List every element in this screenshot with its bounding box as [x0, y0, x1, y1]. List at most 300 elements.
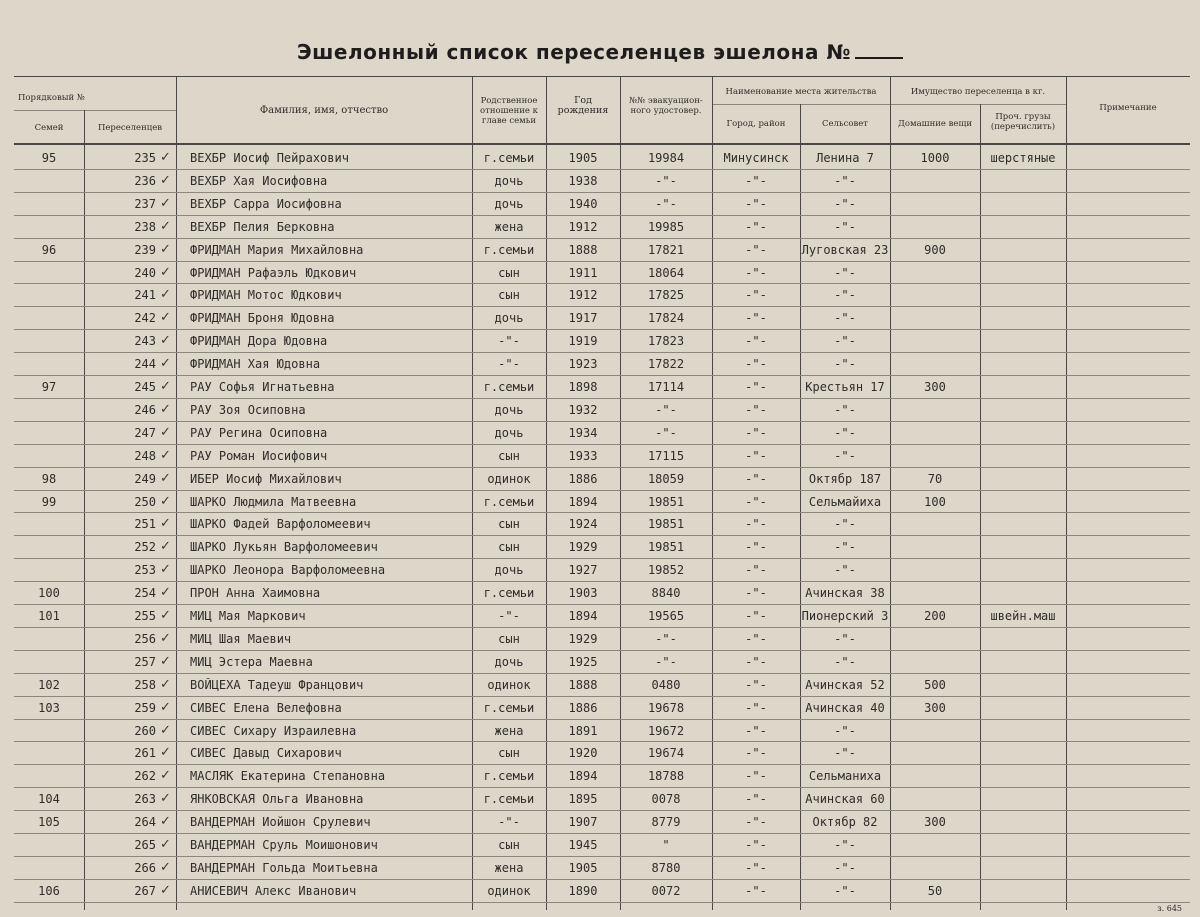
full-name: ФРИДМАН Хая Юдовна — [190, 357, 321, 372]
full-name: ФРИДМАН Мотос Юдкович — [190, 288, 342, 303]
city: -"- — [745, 494, 767, 509]
title-blank-line — [855, 56, 903, 59]
evac-certificate: 19852 — [647, 563, 685, 578]
settler-number: 246 — [134, 402, 156, 417]
birth-year: 1905 — [568, 860, 598, 875]
relation: -"- — [498, 609, 520, 623]
birth-year: 1891 — [568, 723, 598, 738]
village-council: -"- — [834, 631, 856, 646]
evac-certificate: 18064 — [647, 265, 685, 280]
city: -"- — [745, 425, 767, 440]
city: -"- — [745, 631, 767, 646]
evac-certificate: -"- — [655, 173, 677, 188]
full-name: ИБЕР Иосиф Михайлович — [190, 471, 342, 486]
row-rule — [14, 627, 1190, 628]
city: -"- — [745, 517, 767, 532]
city: -"- — [745, 219, 767, 234]
document-title — [0, 40, 1200, 64]
evac-certificate: 19851 — [647, 540, 685, 555]
checkmark-icon: ✓ — [160, 859, 171, 875]
family-number: 100 — [38, 586, 60, 601]
city: -"- — [745, 540, 767, 555]
relation: -"- — [498, 334, 520, 349]
city: -"- — [745, 380, 767, 394]
family-number: 106 — [38, 883, 60, 898]
header-families: Семей — [34, 123, 64, 133]
birth-year: 1903 — [568, 586, 598, 601]
relation: сын — [498, 746, 520, 761]
checkmark-icon: ✓ — [160, 447, 171, 463]
header-city: Город, район — [726, 119, 786, 129]
title-text: Эшелонный список переселенцев эшелона № — [296, 40, 851, 64]
birth-year: 1924 — [568, 517, 598, 532]
relation: г.семьи — [483, 700, 535, 715]
city: -"- — [745, 357, 767, 372]
header-remarks: Примечание — [1099, 103, 1157, 113]
relation: дочь — [494, 425, 524, 440]
evac-certificate: -"- — [655, 631, 677, 646]
city: -"- — [745, 563, 767, 578]
row-rule — [14, 352, 1190, 353]
checkmark-icon: ✓ — [160, 516, 171, 532]
family-number: 104 — [38, 792, 60, 807]
row-rule — [14, 741, 1190, 742]
settler-number: 260 — [134, 723, 156, 738]
birth-year: 1929 — [568, 540, 598, 555]
settler-number: 249 — [134, 471, 156, 486]
header-village-council: Сельсовет — [822, 119, 868, 129]
village-council: Луговская 23 — [801, 242, 889, 257]
relation: дочь — [494, 173, 524, 188]
settler-number: 248 — [134, 448, 156, 463]
other-cargo: швейн.маш — [990, 609, 1056, 623]
evac-certificate: 19984 — [647, 151, 685, 165]
ordinal-split-rule — [14, 110, 176, 111]
relation: -"- — [498, 815, 520, 830]
settler-number: 261 — [134, 746, 156, 761]
row-rule — [14, 329, 1190, 330]
row-rule — [14, 283, 1190, 284]
village-council: Октябр 187 — [808, 471, 882, 486]
evac-certificate: 17825 — [647, 288, 685, 303]
family-number: 102 — [38, 677, 60, 692]
relation: г.семьи — [483, 769, 535, 784]
evac-certificate: 19565 — [647, 609, 685, 623]
household-goods: 900 — [924, 242, 946, 257]
property-split-rule — [890, 104, 1066, 105]
checkmark-icon: ✓ — [160, 379, 171, 394]
row-rule — [14, 719, 1190, 720]
settler-number: 250 — [134, 494, 156, 509]
checkmark-icon: ✓ — [160, 287, 171, 303]
village-council: -"- — [834, 265, 856, 280]
birth-year: 1888 — [568, 677, 598, 692]
relation: дочь — [494, 311, 524, 326]
checkmark-icon: ✓ — [160, 791, 171, 807]
city: -"- — [745, 860, 767, 875]
full-name: РАУ Софья Игнатьевна — [190, 380, 335, 394]
full-name: СИВЕС Елена Велефовна — [190, 700, 342, 715]
village-council: Ачинская 38 — [805, 586, 885, 601]
checkmark-icon: ✓ — [160, 630, 171, 646]
birth-year: 1920 — [568, 746, 598, 761]
checkmark-icon: ✓ — [160, 722, 171, 738]
checkmark-icon: ✓ — [160, 195, 171, 211]
checkmark-icon: ✓ — [160, 608, 171, 623]
full-name: ЯНКОВСКАЯ Ольга Ивановна — [190, 792, 364, 807]
birth-year: 1905 — [568, 151, 598, 165]
checkmark-icon: ✓ — [160, 172, 171, 188]
full-name: ШАРКО Лукьян Варфоломеевич — [190, 540, 378, 555]
evac-certificate: -"- — [655, 402, 677, 417]
birth-year: 1898 — [568, 380, 598, 394]
evac-certificate: 18788 — [647, 769, 685, 784]
evac-certificate: 18059 — [647, 471, 685, 486]
full-name: ШАРКО Людмила Матвеевна — [190, 494, 357, 509]
row-rule — [14, 902, 1190, 903]
household-goods: 300 — [924, 700, 946, 715]
family-number: 99 — [41, 494, 57, 509]
full-name: МИЦ Мая Маркович — [190, 609, 306, 623]
relation: г.семьи — [483, 242, 535, 257]
full-name: ВОЙЦЕХА Тадеуш Францович — [190, 677, 364, 692]
col-rule-9 — [980, 104, 981, 910]
village-council: -"- — [834, 219, 856, 234]
row-rule — [14, 169, 1190, 170]
city: -"- — [745, 609, 767, 623]
village-council: Ачинская 52 — [805, 677, 885, 692]
evac-certificate: 17822 — [647, 357, 685, 372]
full-name: ФРИДМАН Броня Юдовна — [190, 311, 335, 326]
checkmark-icon: ✓ — [160, 585, 171, 601]
evac-certificate: 17821 — [647, 242, 685, 257]
full-name: ВАНДЕРМАН Сруль Моишонович — [190, 838, 378, 852]
row-rule — [14, 764, 1190, 765]
birth-year: 1912 — [568, 219, 598, 234]
evac-certificate: 8840 — [651, 586, 681, 601]
relation: сын — [498, 265, 520, 280]
row-rule — [14, 238, 1190, 239]
birth-year: 1888 — [568, 242, 598, 257]
relation: дочь — [494, 563, 524, 578]
city: -"- — [745, 700, 767, 715]
city: -"- — [745, 334, 767, 349]
full-name: СИВЕС Давыд Сихарович — [190, 746, 342, 761]
settler-number: 262 — [134, 769, 156, 784]
settler-number: 238 — [134, 219, 156, 234]
full-name: ВЕХБР Иосиф Пейрахович — [190, 151, 349, 165]
relation: жена — [494, 723, 524, 738]
birth-year: 1940 — [568, 196, 598, 211]
header-relation: Родственное отношение к главе семьи — [480, 96, 538, 126]
checkmark-icon: ✓ — [160, 264, 171, 280]
evac-certificate: 8780 — [651, 860, 681, 875]
row-rule — [14, 581, 1190, 582]
village-council: Ачинская 40 — [805, 700, 885, 715]
city: -"- — [745, 746, 767, 761]
row-rule — [14, 833, 1190, 834]
village-council: -"- — [834, 311, 856, 326]
birth-year: 1911 — [568, 265, 598, 280]
full-name: ВЕХБР Хая Иосифовна — [190, 173, 328, 188]
city: -"- — [745, 677, 767, 692]
family-number: 97 — [41, 380, 57, 394]
full-name: ФРИДМАН Дора Юдовна — [190, 334, 328, 349]
row-rule — [14, 215, 1190, 216]
birth-year: 1933 — [568, 448, 598, 463]
checkmark-icon: ✓ — [160, 653, 171, 669]
full-name: МИЦ Эстера Маевна — [190, 654, 313, 669]
full-name: ВАНДЕРМАН Гольда Моитьевна — [190, 860, 378, 875]
village-council: -"- — [834, 448, 856, 463]
relation: г.семьи — [483, 586, 535, 601]
birth-year: 1945 — [568, 838, 598, 852]
household-goods: 200 — [924, 609, 946, 623]
settler-number: 255 — [134, 609, 156, 623]
village-council: Пионерский 3 — [801, 609, 889, 623]
relation: сын — [498, 517, 520, 532]
relation: сын — [498, 288, 520, 303]
family-number: 96 — [41, 242, 57, 257]
city: -"- — [745, 654, 767, 669]
header-household: Домашние вещи — [897, 119, 973, 129]
full-name: РАУ Роман Иосифович — [190, 448, 328, 463]
checkmark-icon: ✓ — [160, 539, 171, 555]
birth-year: 1917 — [568, 311, 598, 326]
row-rule — [14, 192, 1190, 193]
evac-certificate: 17824 — [647, 311, 685, 326]
row-rule — [14, 444, 1190, 445]
relation: г.семьи — [483, 380, 535, 394]
evac-certificate: 19851 — [647, 494, 685, 509]
village-council: Сельмайиха — [808, 494, 882, 509]
evac-certificate: -"- — [655, 196, 677, 211]
checkmark-icon: ✓ — [160, 882, 171, 898]
village-council: -"- — [834, 883, 856, 898]
birth-year: 1925 — [568, 654, 598, 669]
full-name: ШАРКО Леонора Варфоломеевна — [190, 563, 386, 578]
settler-number: 243 — [134, 334, 156, 349]
checkmark-icon: ✓ — [160, 676, 171, 692]
city: -"- — [745, 448, 767, 463]
village-council: -"- — [834, 838, 856, 852]
settler-number: 244 — [134, 357, 156, 372]
full-name: СИВЕС Сихару Израилевна — [190, 723, 357, 738]
city: -"- — [745, 883, 767, 898]
row-rule — [14, 604, 1190, 605]
city: -"- — [745, 288, 767, 303]
settler-number: 241 — [134, 288, 156, 303]
settler-number: 263 — [134, 792, 156, 807]
relation: одинок — [487, 471, 531, 486]
settler-number: 240 — [134, 265, 156, 280]
settler-number: 245 — [134, 380, 156, 394]
checkmark-icon: ✓ — [160, 424, 171, 440]
col-rule-8 — [890, 76, 891, 910]
evac-certificate: 19674 — [647, 746, 685, 761]
city: -"- — [745, 792, 767, 807]
city: -"- — [745, 196, 767, 211]
village-council: Октябр 82 — [812, 815, 878, 830]
family-number: 95 — [41, 151, 57, 165]
relation: дочь — [494, 654, 524, 669]
household-goods: 300 — [924, 815, 946, 830]
village-council: -"- — [834, 723, 856, 738]
evac-certificate: 0072 — [651, 883, 681, 898]
relation: -"- — [498, 357, 520, 372]
village-council: Ачинская 60 — [805, 792, 885, 807]
settler-number: 254 — [134, 586, 156, 601]
city: -"- — [745, 723, 767, 738]
settler-number: 251 — [134, 517, 156, 532]
village-council: -"- — [834, 425, 856, 440]
city: -"- — [745, 173, 767, 188]
birth-year: 1886 — [568, 471, 598, 486]
row-rule — [14, 398, 1190, 399]
header-name: Фамилия, имя, отчество — [259, 105, 389, 116]
checkmark-icon: ✓ — [160, 562, 171, 578]
evac-certificate: 17823 — [647, 334, 685, 349]
header-bottom-rule — [14, 143, 1190, 145]
settler-number: 256 — [134, 631, 156, 646]
full-name: ПРОН Анна Хаимовна — [190, 586, 321, 601]
birth-year: 1932 — [568, 402, 598, 417]
relation: сын — [498, 448, 520, 463]
family-number: 105 — [38, 815, 60, 830]
family-number: 98 — [41, 471, 57, 486]
household-goods: 300 — [924, 380, 946, 394]
birth-year: 1890 — [568, 883, 598, 898]
row-rule — [14, 467, 1190, 468]
row-rule — [14, 787, 1190, 788]
settler-number: 257 — [134, 654, 156, 669]
birth-year: 1894 — [568, 769, 598, 784]
row-rule — [14, 856, 1190, 857]
row-rule — [14, 673, 1190, 674]
settler-number: 237 — [134, 196, 156, 211]
household-goods: 100 — [924, 494, 946, 509]
evac-certificate: 17115 — [647, 448, 685, 463]
relation: г.семьи — [483, 494, 535, 509]
evac-certificate: 19678 — [647, 700, 685, 715]
full-name: ШАРКО Фадей Варфоломеевич — [190, 517, 371, 532]
village-council: -"- — [834, 196, 856, 211]
checkmark-icon: ✓ — [160, 356, 171, 372]
checkmark-icon: ✓ — [160, 814, 171, 830]
checkmark-icon: ✓ — [160, 150, 171, 165]
header-property: Имущество переселенца в кг. — [910, 87, 1046, 97]
header-settlers: Переселенцев — [97, 123, 163, 133]
evac-certificate: -"- — [655, 425, 677, 440]
city: -"- — [745, 838, 767, 852]
header-evac-no: №№ эвакуацион- ного удостовер. — [629, 96, 703, 116]
row-rule — [14, 558, 1190, 559]
row-rule — [14, 512, 1190, 513]
form-number: з. 645 — [1157, 904, 1182, 913]
header-residence: Наименование места жительства — [725, 87, 877, 97]
row-rule — [14, 421, 1190, 422]
full-name: ФРИДМАН Рафаэль Юдкович — [190, 265, 357, 280]
header-ordinal: Порядковый № — [18, 93, 85, 103]
relation: дочь — [494, 196, 524, 211]
checkmark-icon: ✓ — [160, 745, 171, 761]
full-name: РАУ Регина Осиповна — [190, 425, 328, 440]
relation: дочь — [494, 402, 524, 417]
relation: г.семьи — [483, 151, 535, 165]
row-rule — [14, 375, 1190, 376]
village-council: -"- — [834, 540, 856, 555]
village-council: -"- — [834, 173, 856, 188]
evac-certificate: 0078 — [651, 792, 681, 807]
evac-certificate: 17114 — [647, 380, 685, 394]
settler-number: 247 — [134, 425, 156, 440]
row-rule — [14, 696, 1190, 697]
city: -"- — [745, 242, 767, 257]
village-council: -"- — [834, 746, 856, 761]
evac-certificate: 19851 — [647, 517, 685, 532]
row-rule — [14, 879, 1190, 880]
relation: г.семьи — [483, 792, 535, 807]
family-number: 103 — [38, 700, 60, 715]
full-name: ВАНДЕРМАН Иойшон Срулевич — [190, 815, 371, 830]
checkmark-icon: ✓ — [160, 218, 171, 234]
settler-number: 258 — [134, 677, 156, 692]
evac-certificate: 0480 — [651, 677, 681, 692]
checkmark-icon: ✓ — [160, 310, 171, 326]
settler-number: 267 — [134, 883, 156, 898]
checkmark-icon: ✓ — [160, 768, 171, 784]
city: -"- — [745, 769, 767, 784]
relation: сын — [498, 631, 520, 646]
birth-year: 1894 — [568, 494, 598, 509]
birth-year: 1934 — [568, 425, 598, 440]
settler-number: 265 — [134, 838, 156, 852]
residence-split-rule — [712, 104, 890, 105]
household-goods: 1000 — [920, 151, 950, 165]
birth-year: 1938 — [568, 173, 598, 188]
birth-year: 1894 — [568, 609, 598, 623]
city: -"- — [745, 586, 767, 601]
evac-certificate: 19985 — [647, 219, 685, 234]
birth-year: 1895 — [568, 792, 598, 807]
household-goods: 50 — [927, 883, 943, 898]
checkmark-icon: ✓ — [160, 493, 171, 509]
checkmark-icon: ✓ — [160, 401, 171, 417]
village-council: -"- — [834, 563, 856, 578]
settler-number: 239 — [134, 242, 156, 257]
city: -"- — [745, 815, 767, 830]
relation: одинок — [487, 677, 531, 692]
village-council: -"- — [834, 517, 856, 532]
full-name: МАСЛЯК Екатерина Степановна — [190, 769, 386, 784]
village-council: -"- — [834, 334, 856, 349]
evac-certificate: 8779 — [651, 815, 681, 830]
village-council: -"- — [834, 402, 856, 417]
checkmark-icon: ✓ — [160, 699, 171, 715]
birth-year: 1886 — [568, 700, 598, 715]
birth-year: 1912 — [568, 288, 598, 303]
birth-year: 1907 — [568, 815, 598, 830]
city: -"- — [745, 311, 767, 326]
settler-number: 235 — [134, 151, 156, 165]
relation: сын — [498, 540, 520, 555]
village-council: -"- — [834, 288, 856, 303]
row-rule — [14, 261, 1190, 262]
checkmark-icon: ✓ — [160, 470, 171, 486]
settler-number: 266 — [134, 860, 156, 875]
village-council: -"- — [834, 654, 856, 669]
settler-number: 264 — [134, 815, 156, 830]
